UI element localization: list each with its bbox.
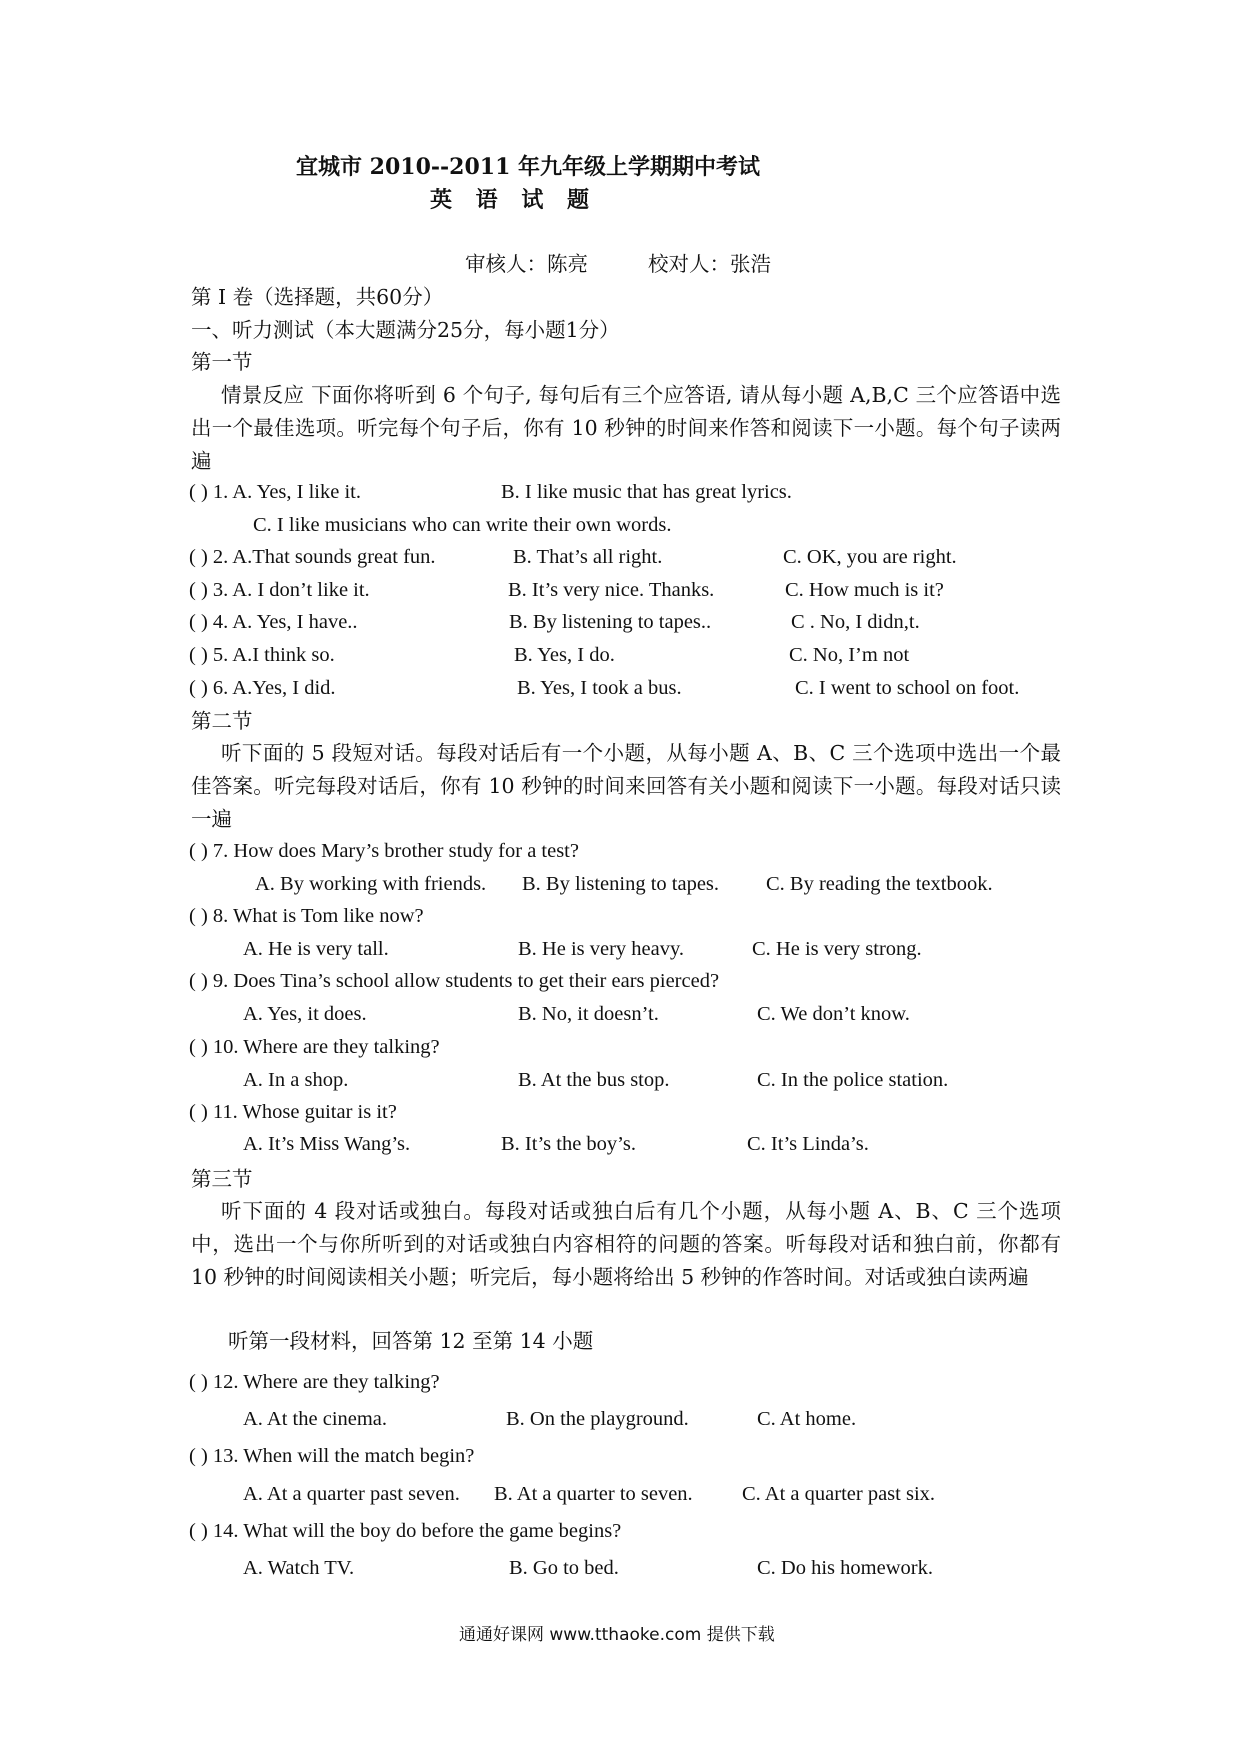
question-14-option-c: C. Do his homework.: [757, 1557, 933, 1579]
question-2-option-b: B. That’s all right.: [513, 546, 663, 568]
question-11-option-b: B. It’s the boy’s.: [501, 1133, 636, 1155]
question-14-option-b: B. Go to bed.: [509, 1557, 619, 1579]
question-10-option-b: B. At the bus stop.: [518, 1069, 670, 1091]
part1-heading: 第一节: [191, 350, 253, 374]
question-7-option-b: B. By listening to tapes.: [522, 873, 720, 895]
question-4-stem: ( ) 4. A. Yes, I have..: [189, 611, 358, 633]
part3-heading: 第三节: [191, 1167, 253, 1191]
question-14-stem: ( ) 14. What will the boy do before the game begins?: [189, 1520, 622, 1542]
question-12-option-a: A. At the cinema.: [243, 1408, 388, 1430]
question-12-stem: ( ) 12. Where are they talking?: [189, 1371, 440, 1393]
part1-instructions: 情景反应 下面你将听到 6 个句子, 每句后有三个应答语, 请从每小题 A,B,C 三个应答语中选出一个最佳选项。听完每个句子后，你有 10 秒钟的时间来作答和阅读下一小题。每个句子读两遍: [191, 383, 1061, 473]
exam-title: 宜城市 2010--2011 年九年级上学期期中考试: [296, 154, 761, 180]
question-8-option-b: B. He is very heavy.: [518, 938, 685, 960]
question-13-option-a: A. At a quarter past seven.: [243, 1483, 460, 1505]
question-7-stem: ( ) 7. How does Mary’s brother study for a test?: [189, 840, 579, 862]
reviewer-credit: 审核人：陈亮: [465, 252, 588, 276]
question-11-option-a: A. It’s Miss Wang’s.: [243, 1133, 411, 1155]
question-2-option-c: C. OK, you are right.: [783, 546, 957, 568]
question-7-option-a: A. By working with friends.: [255, 873, 487, 895]
question-6-option-b: B. Yes, I took a bus.: [517, 677, 682, 699]
question-8-option-c: C. He is very strong.: [752, 938, 922, 960]
question-10-stem: ( ) 10. Where are they talking?: [189, 1036, 440, 1058]
section-title: 一、听力测试（本大题满分25分，每小题1分）: [191, 318, 620, 342]
volume-title: 第 I 卷（选择题，共60分）: [191, 285, 444, 309]
question-6-option-c: C. I went to school on foot.: [795, 677, 1020, 699]
question-9-option-c: C. We don’t know.: [757, 1003, 910, 1025]
question-8-stem: ( ) 8. What is Tom like now?: [189, 905, 424, 927]
question-1-option-b: B. I like music that has great lyrics.: [501, 481, 792, 503]
question-5-option-b: B. Yes, I do.: [514, 644, 615, 666]
question-12-option-c: C. At home.: [757, 1408, 857, 1430]
question-9-option-a: A. Yes, it does.: [243, 1003, 367, 1025]
question-11-option-c: C. It’s Linda’s.: [747, 1133, 869, 1155]
part3-sub-instruction: 听第一段材料，回答第 12 至第 14 小题: [228, 1329, 594, 1353]
question-1-option-c: C. I like musicians who can write their own words.: [253, 514, 672, 536]
page-footer: 通通好课网 www.tthaoke.com 提供下载: [459, 1625, 775, 1645]
question-13-option-b: B. At a quarter to seven.: [494, 1483, 693, 1505]
exam-subtitle: 英 语 试 题: [430, 187, 597, 213]
question-12-option-b: B. On the playground.: [506, 1408, 689, 1430]
question-3-option-b: B. It’s very nice. Thanks.: [508, 579, 715, 601]
part2-instructions: 听下面的 5 段短对话。每段对话后有一个小题，从每小题 A、B、C 三个选项中选出一个最佳答案。听完每段对话后，你有 10 秒钟的时间来回答有关小题和阅读下一小题。每段对话只读一遍: [191, 741, 1061, 831]
question-13-option-c: C. At a quarter past six.: [742, 1483, 936, 1505]
question-7-option-c: C. By reading the textbook.: [766, 873, 993, 895]
question-10-option-c: C. In the police station.: [757, 1069, 949, 1091]
part3-instructions: 听下面的 4 段对话或独白。每段对话或独白后有几个小题，从每小题 A、B、C 三个选项中，选出一个与你所听到的对话或独白内容相符的问题的答案。听每段对话和独白前，你都有 10 秒钟的时间阅读相关小题；听完后，每小题将给出 5 秒钟的作答时间。对话或独白读两遍: [191, 1199, 1061, 1289]
question-9-option-b: B. No, it doesn’t.: [518, 1003, 659, 1025]
question-6-stem: ( ) 6. A.Yes, I did.: [189, 677, 336, 699]
question-4-option-b: B. By listening to tapes..: [509, 611, 712, 633]
question-14-option-a: A. Watch TV.: [243, 1557, 355, 1579]
question-11-stem: ( ) 11. Whose guitar is it?: [189, 1101, 397, 1123]
question-1-stem: ( ) 1. A. Yes, I like it.: [189, 481, 361, 503]
question-4-option-c: C . No, I didn,t.: [791, 611, 920, 633]
question-13-stem: ( ) 13. When will the match begin?: [189, 1445, 475, 1467]
question-3-option-c: C. How much is it?: [785, 579, 944, 601]
proofreader-credit: 校对人：张浩: [648, 252, 771, 276]
part2-heading: 第二节: [191, 709, 253, 733]
question-9-stem: ( ) 9. Does Tina’s school allow students to get their ears pierced?: [189, 970, 720, 992]
question-2-stem: ( ) 2. A.That sounds great fun.: [189, 546, 436, 568]
question-5-stem: ( ) 5. A.I think so.: [189, 644, 335, 666]
question-3-stem: ( ) 3. A. I don’t like it.: [189, 579, 370, 601]
question-8-option-a: A. He is very tall.: [243, 938, 389, 960]
question-5-option-c: C. No, I’m not: [789, 644, 910, 666]
question-10-option-a: A. In a shop.: [243, 1069, 349, 1091]
